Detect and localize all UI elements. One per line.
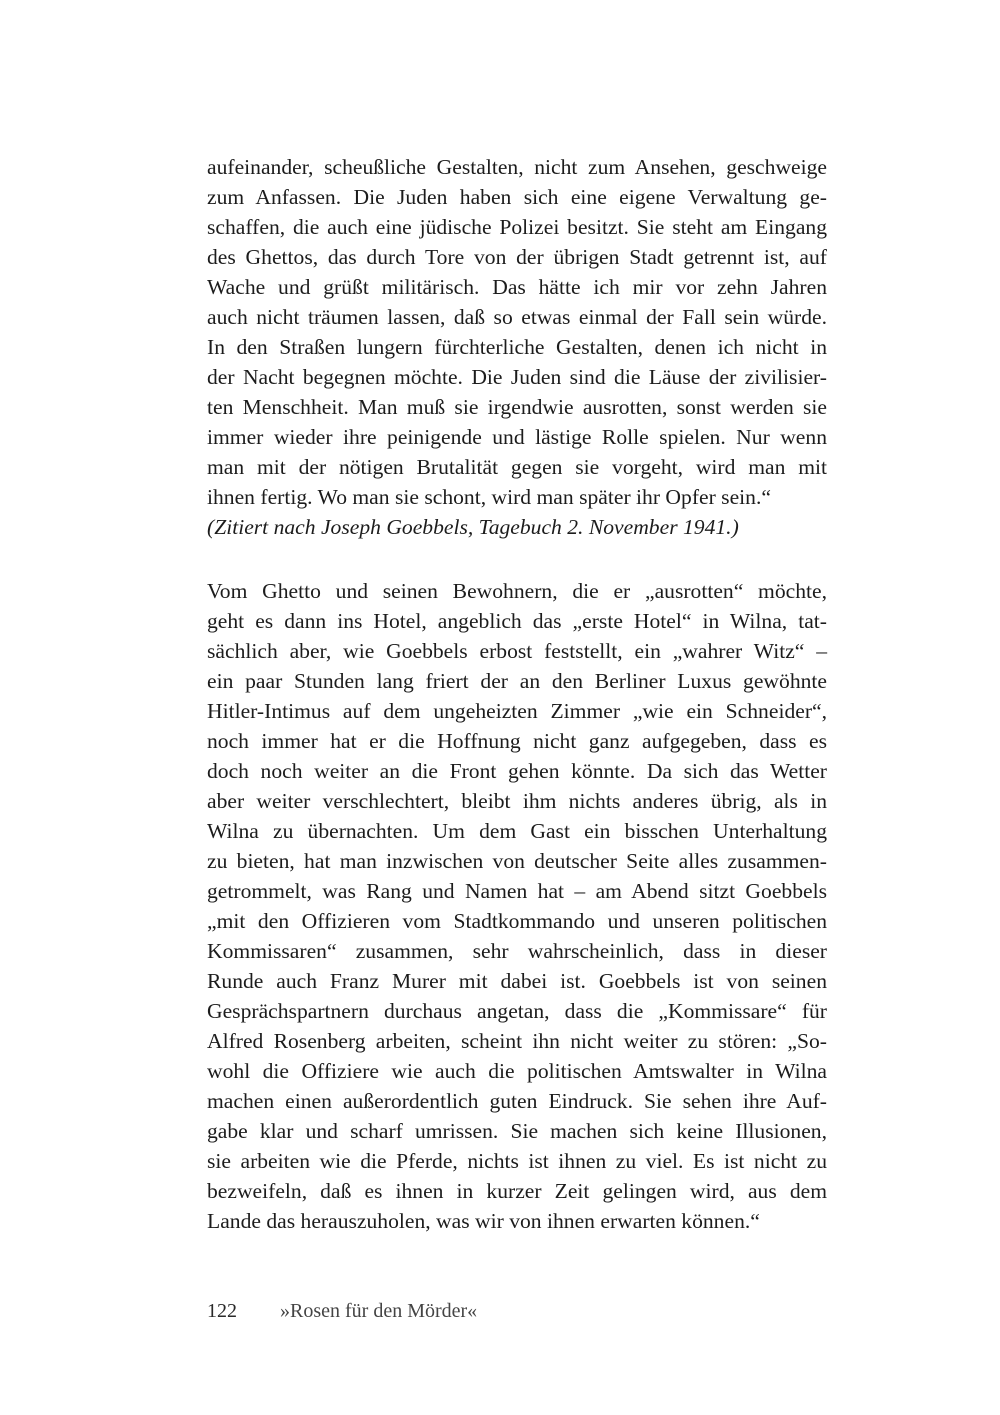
text-line: bezweifeln, daß es ihnen in kurzer Zeit gelingen wird, aus dem (207, 1179, 827, 1203)
text-line: man mit der nötigen Brutalität gegen sie vorgeht, wird man mit (207, 455, 827, 479)
text-line: Hitler-Intimus auf dem ungeheizten Zimmer „wie ein Schneider“, (207, 699, 827, 723)
text-line: des Ghettos, das durch Tore von der übrigen Stadt getrennt ist, auf (207, 245, 827, 269)
text-line: auch nicht träumen lassen, daß so etwas einmal der Fall sein würde. (207, 305, 827, 329)
text-line: In den Straßen lungern fürchterliche Gestalten, denen ich nicht in (207, 335, 827, 359)
page-footer (207, 1297, 477, 1325)
text-line: Wilna zu übernachten. Um dem Gast ein bisschen Unterhaltung (207, 819, 827, 843)
text-line: gabe klar und scharf umrissen. Sie machen sich keine Illusionen, (207, 1119, 827, 1143)
text-line: zum Anfassen. Die Juden haben sich eine eigene Verwaltung ge- (207, 185, 827, 209)
quote-paragraph (207, 152, 827, 542)
text-line: geht es dann ins Hotel, angeblich das „erste Hotel“ in Wilna, tat- (207, 609, 827, 633)
text-line: immer wieder ihre peinigende und lästige Rolle spielen. Nur wenn (207, 425, 827, 449)
running-title: »Rosen für den Mörder« (280, 1300, 478, 1322)
page-number: 122 (207, 1300, 237, 1322)
text-line: Lande das herauszuholen, was wir von ihnen erwarten können.“ (207, 1209, 760, 1233)
text-line: Alfred Rosenberg arbeiten, scheint ihn nicht weiter zu stören: „So- (207, 1029, 827, 1053)
text-line: aber weiter verschlechtert, bleibt ihm nichts anderes übrig, als in (207, 789, 827, 813)
text-line: ten Menschheit. Man muß sie irgendwie ausrotten, sonst werden sie (207, 395, 827, 419)
body-paragraph (207, 576, 827, 1236)
text-line: ein paar Stunden lang friert der an den Berliner Luxus gewöhnte (207, 669, 827, 693)
text-line: getrommelt, was Rang und Namen hat – am Abend sitzt Goebbels (207, 879, 827, 903)
text-line: doch noch weiter an die Front gehen könnte. Da sich das Wetter (207, 759, 827, 783)
text-line: sie arbeiten wie die Pferde, nichts ist ihnen zu viel. Es ist nicht zu (207, 1149, 827, 1173)
text-line: schaffen, die auch eine jüdische Polizei besitzt. Sie steht am Eingang (207, 215, 827, 239)
text-line: aufeinander, scheußliche Gestalten, nicht zum Ansehen, geschweige (207, 155, 827, 179)
text-line: Wache und grüßt militärisch. Das hätte ich mir vor zehn Jahren (207, 275, 827, 299)
text-line: „mit den Offizieren vom Stadtkommando und unseren politischen (207, 909, 827, 933)
text-line: Kommissaren“ zusammen, sehr wahrscheinlich, dass in dieser (207, 939, 827, 963)
text-line: Gesprächspartnern durchaus angetan, dass die „Kommissare“ für (207, 999, 827, 1023)
text-line: machen einen außerordentlich guten Eindruck. Sie sehen ihre Auf- (207, 1089, 827, 1113)
text-line: noch immer hat er die Hoffnung nicht ganz aufgegeben, dass es (207, 729, 827, 753)
text-line: sächlich aber, wie Goebbels erbost feststellt, ein „wahrer Witz“ – (207, 639, 827, 663)
text-line: wohl die Offiziere wie auch die politischen Amtswalter in Wilna (207, 1059, 827, 1083)
text-line: zu bieten, hat man inzwischen von deutscher Seite alles zusammen- (207, 849, 827, 873)
text-line: Runde auch Franz Murer mit dabei ist. Goebbels ist von seinen (207, 969, 827, 993)
text-line: ihnen fertig. Wo man sie schont, wird man später ihr Opfer sein.“ (207, 485, 771, 509)
citation: (Zitiert nach Joseph Goebbels, Tagebuch 2. November 1941.) (207, 515, 739, 539)
text-line: der Nacht begegnen möchte. Die Juden sind die Läuse der zivilisier- (207, 365, 827, 389)
text-line: Vom Ghetto und seinen Bewohnern, die er „ausrotten“ möchte, (207, 579, 827, 603)
